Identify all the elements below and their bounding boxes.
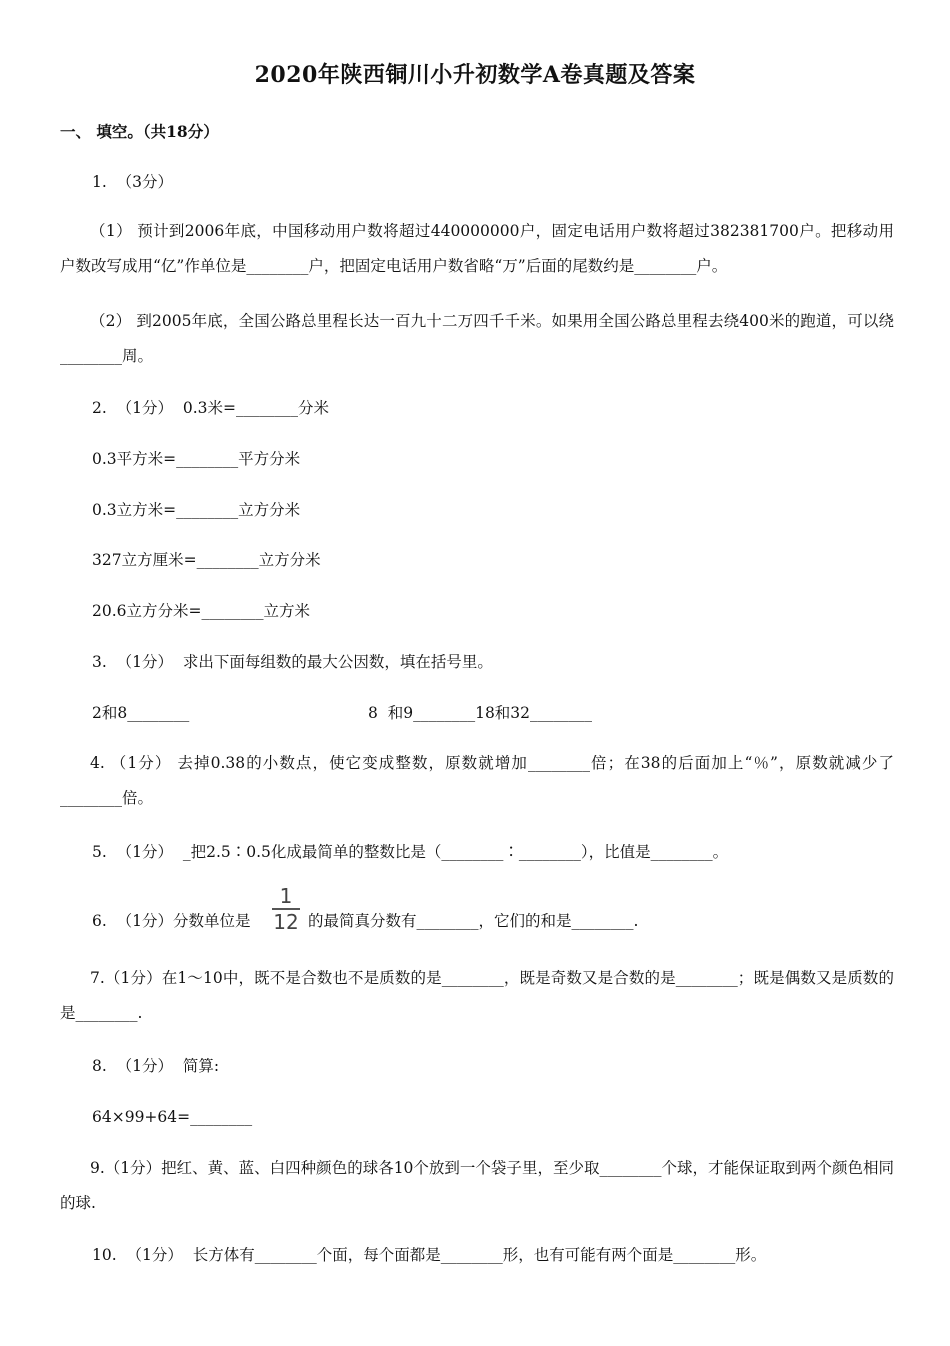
question-2-line-2: 0.3平方米=________平方分米 <box>92 450 301 468</box>
question-2-line-4: 327立方厘米=________立方分米 <box>92 551 321 569</box>
question-1-part-1: （1） 预计到2006年底，中国移动用户数将超过440000000户，固定电话用户数将超过382381700户。把移动用户数改写成用“亿”作单位是________户，把固定电话用户数省略“万”后面的尾数约是________户。 <box>60 222 894 275</box>
question-7: 7.（1分）在1～10中，既不是合数也不是质数的是________，既是奇数又是合数的是________；既是偶数又是质数的是________. <box>60 969 894 1022</box>
question-2-line-3: 0.3立方米=________立方分米 <box>92 501 301 519</box>
fraction-one-twelfth <box>272 886 300 932</box>
question-2-line-5: 20.6立方分米=________立方米 <box>92 602 310 620</box>
question-1-header: 1. （3分） <box>92 173 174 191</box>
page-title: 2020年陕西铜川小升初数学A卷真题及答案 <box>254 62 696 88</box>
fraction-numerator: 1 <box>279 884 293 908</box>
question-3-header: 3. （1分） 求出下面每组数的最大公因数，填在括号里。 <box>92 653 493 671</box>
question-3-pair-a: 2和8________ <box>92 704 190 722</box>
question-6-suffix: 的最简真分数有________，它们的和是________. <box>308 912 639 930</box>
section-heading: 一、 填空。（共18分） <box>60 122 219 141</box>
question-8-expression: 64×99+64=________ <box>92 1108 253 1126</box>
fraction-denominator: 12 <box>273 909 299 934</box>
question-6-prefix: 6. （1分）分数单位是 <box>92 912 251 930</box>
question-9: 9.（1分）把红、黄、蓝、白四种颜色的球各10个放到一个袋子里，至少取________个球，才能保证取到两个颜色相同的球. <box>60 1159 894 1212</box>
question-3-pair-b: 8 和9________18和32________ <box>368 704 593 722</box>
question-5: 5. （1分） _把2.5∶0.5化成最简单的整数比是（________∶________），比值是________。 <box>92 843 729 861</box>
question-1-part-2: （2） 到2005年底，全国公路总里程长达一百九十二万四千千米。如果用全国公路总里程去绕400米的跑道，可以绕________周。 <box>60 312 894 365</box>
question-8-header: 8. （1分） 简算: <box>92 1057 220 1075</box>
question-4: 4. （1分） 去掉0.38的小数点，使它变成整数，原数就增加________倍；在38的后面加上“％”，原数就减少了________倍。 <box>60 754 894 807</box>
question-10: 10. （1分） 长方体有________个面，每个面都是________形，也有可能有两个面是________形。 <box>92 1246 767 1264</box>
question-2-line-1: 2. （1分） 0.3米=________分米 <box>92 399 329 417</box>
